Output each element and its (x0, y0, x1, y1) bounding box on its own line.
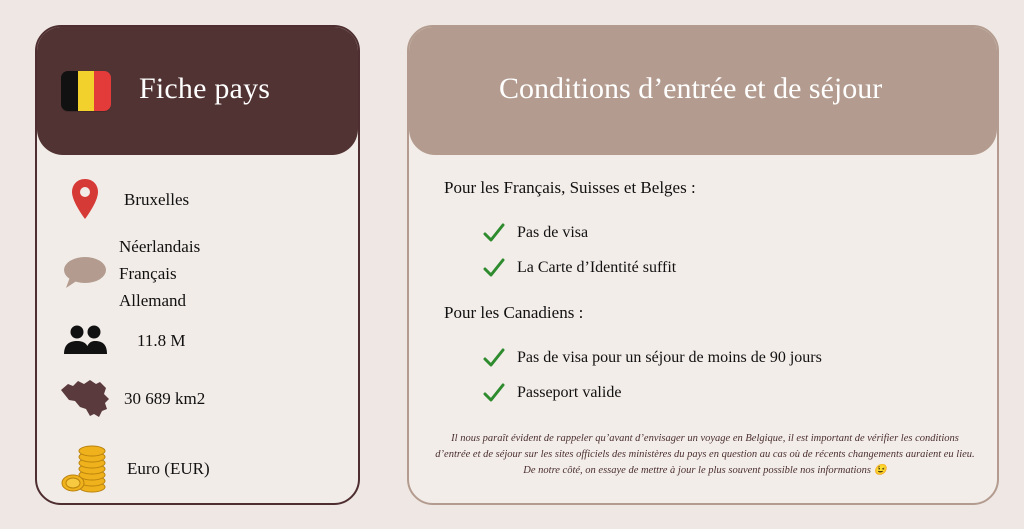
language-item: Néerlandais (119, 237, 201, 256)
condition-item (482, 345, 822, 371)
belgium-flag-icon (61, 71, 111, 111)
entry-conditions-header (409, 27, 997, 155)
speech-bubble-icon (57, 248, 113, 298)
condition-text: La Carte d’Identité suffit (517, 259, 677, 276)
entry-conditions-card (407, 25, 999, 505)
country-card-title: Fiche pays (139, 72, 271, 105)
language-item: Allemand (119, 291, 187, 310)
area-row (37, 373, 358, 423)
checkmark-icon (482, 221, 506, 245)
people-icon (57, 315, 113, 365)
map-pin-icon (57, 174, 113, 224)
disclaimer-note: Il nous paraît évident de rappeler qu’avant d’envisager un voyage en Belgique, il est important de vérifier les conditions d’entrée et de séjour sur les sites officiels des ministères du pays en question au cas où de récents changements auraient eu lieu. De notre côté, on essaye de mettre à jour le plus souvent possible nos informations 😉 (435, 433, 975, 476)
languages-row (37, 233, 358, 313)
checkmark-icon (482, 256, 506, 280)
entry-conditions-title: Conditions d’entrée et de séjour (499, 72, 883, 105)
section-heading-canada: Pour les Canadiens : (444, 303, 584, 322)
condition-item (482, 220, 588, 246)
currency-text: Euro (EUR) (127, 459, 210, 478)
coins-icon (57, 441, 113, 497)
languages-list (119, 233, 200, 314)
condition-item (482, 255, 676, 281)
area-text: 30 689 km2 (124, 389, 206, 408)
country-card (35, 25, 360, 505)
condition-text: Pas de visa (517, 224, 589, 241)
capital-row (37, 174, 358, 224)
currency-row (37, 441, 358, 497)
condition-text: Pas de visa pour un séjour de moins de 90 jours (517, 349, 822, 366)
language-item: Français (119, 264, 177, 283)
condition-item (482, 380, 621, 406)
population-text: 11.8 M (137, 331, 186, 350)
belgium-map-icon (57, 373, 113, 423)
capital-text: Bruxelles (124, 190, 190, 209)
checkmark-icon (482, 381, 506, 405)
population-row (37, 315, 358, 365)
checkmark-icon (482, 346, 506, 370)
section-heading-fr-ch-be: Pour les Français, Suisses et Belges : (444, 178, 696, 197)
country-card-header (37, 27, 358, 155)
condition-text: Passeport valide (517, 384, 622, 401)
